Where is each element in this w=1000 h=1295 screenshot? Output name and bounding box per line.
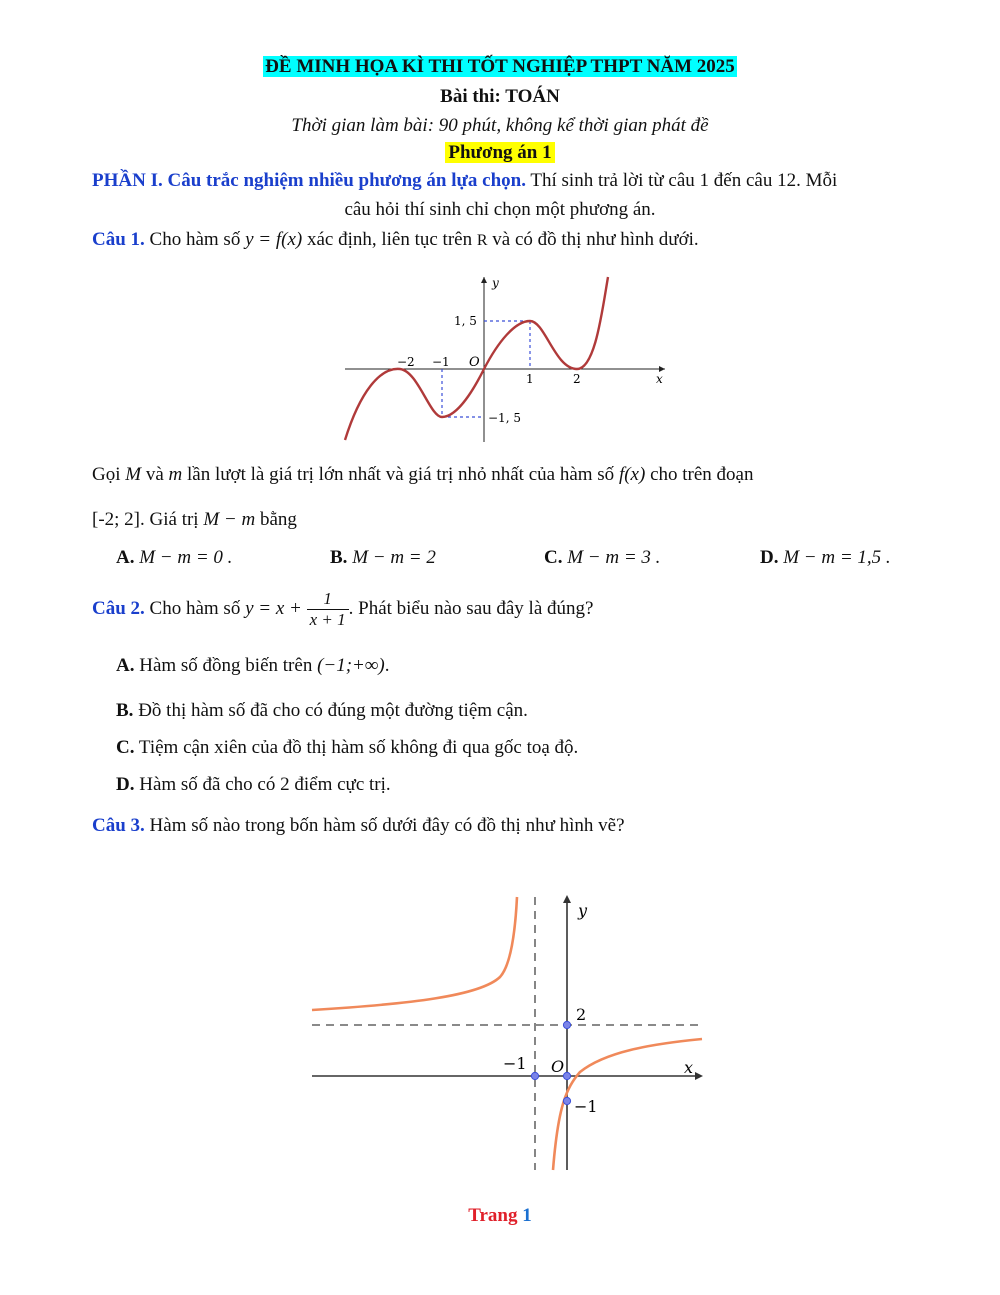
part1-instruction: câu hỏi thí sinh chỉ chọn một phương án.: [344, 199, 656, 220]
q2-option-c[interactable]: C. Tiệm cận xiên của đồ thị hàm số không đi qua gốc toạ độ.: [116, 737, 579, 758]
q3-x-axis-label: x: [684, 1058, 694, 1077]
q1-origin-label: O: [469, 355, 480, 370]
q3-function-graph: [310, 892, 710, 1172]
q2-fraction: $\frac{1}{x + 1}$: [307, 589, 349, 630]
q3-point-origin: [563, 1072, 570, 1079]
q1-prompt-line2: [-2; 2]. Giá trị M − m bằng: [92, 509, 297, 530]
q3-stem: Câu 3. Hàm số nào trong bốn hàm số dưới đây có đồ thị như hình vẽ?: [92, 815, 625, 836]
part1-heading-line: PHẦN I. Câu trắc nghiệm nhiều phương án lựa chọn. Thí sinh trả lời từ câu 1 đến câu 12. Mỗi: [92, 170, 838, 191]
q3-point-y2: [563, 1021, 570, 1028]
exam-subject: Bài thi: TOÁN: [440, 86, 560, 107]
q3-curve-left: [312, 897, 517, 1010]
q1-y-axis-label: y: [492, 276, 499, 290]
variant-badge: Phương án 1: [0, 142, 1000, 164]
q3-origin-label: O: [551, 1057, 565, 1076]
q3-label-2: 2: [576, 1005, 587, 1024]
page-footer: Trang 1: [468, 1205, 532, 1226]
q1-stem: Câu 1. Cho hàm số y = f(x) xác định, liên tục trên R và có đồ thị như hình dưới.: [92, 229, 699, 250]
q1-option-c[interactable]: C. M − m = 3 .: [544, 547, 661, 568]
q1-x-axis-label: x: [656, 372, 663, 386]
q2-option-a[interactable]: A. Hàm số đồng biến trên (−1;+∞).: [116, 655, 390, 676]
q1-function-graph: [340, 272, 670, 444]
q1-option-a[interactable]: A. M − m = 0 .: [116, 547, 233, 568]
q3-point-x-neg1: [531, 1072, 538, 1079]
q1-y-arrow-icon: [481, 277, 487, 283]
q2-stem: Câu 2. Cho hàm số y = x + $\frac{1}{x + 1}$ . Phát biểu nào sau đây là đúng?: [92, 589, 594, 629]
q3-point-y-neg1: [563, 1097, 570, 1104]
q2-option-d[interactable]: D. Hàm số đã cho có 2 điểm cực trị.: [116, 774, 391, 795]
q3-y-arrow-icon: [563, 895, 571, 903]
q1-label-neg2: −2: [397, 355, 415, 369]
q1-label-2: 2: [573, 372, 581, 386]
q1-option-d[interactable]: D. M − m = 1,5 .: [760, 547, 891, 568]
q1-label-1: 1: [526, 372, 534, 386]
time-note: Thời gian làm bài: 90 phút, không kể thời gian phát đề: [291, 115, 709, 136]
q1-prompt-line1: Gọi M và m lần lượt là giá trị lớn nhất và giá trị nhỏ nhất của hàm số f(x) cho trên đoạn: [92, 464, 754, 485]
q1-option-b[interactable]: B. M − m = 2: [330, 547, 436, 568]
q3-x-arrow-icon: [695, 1072, 703, 1080]
q3-y-axis-label: y: [578, 901, 588, 920]
q2-option-b[interactable]: B. Đồ thị hàm số đã cho có đúng một đường tiệm cận.: [116, 700, 528, 721]
q3-label-y-neg1: −1: [574, 1097, 598, 1116]
q1-label-1-5: 1, 5: [454, 314, 477, 328]
q1-label-neg1-5: −1, 5: [488, 411, 521, 425]
q3-label-x-neg1: −1: [503, 1054, 527, 1073]
q1-label-neg1: −1: [432, 355, 450, 369]
exam-title: ĐỀ MINH HỌA KÌ THI TỐT NGHIỆP THPT NĂM 2025: [265, 56, 735, 77]
